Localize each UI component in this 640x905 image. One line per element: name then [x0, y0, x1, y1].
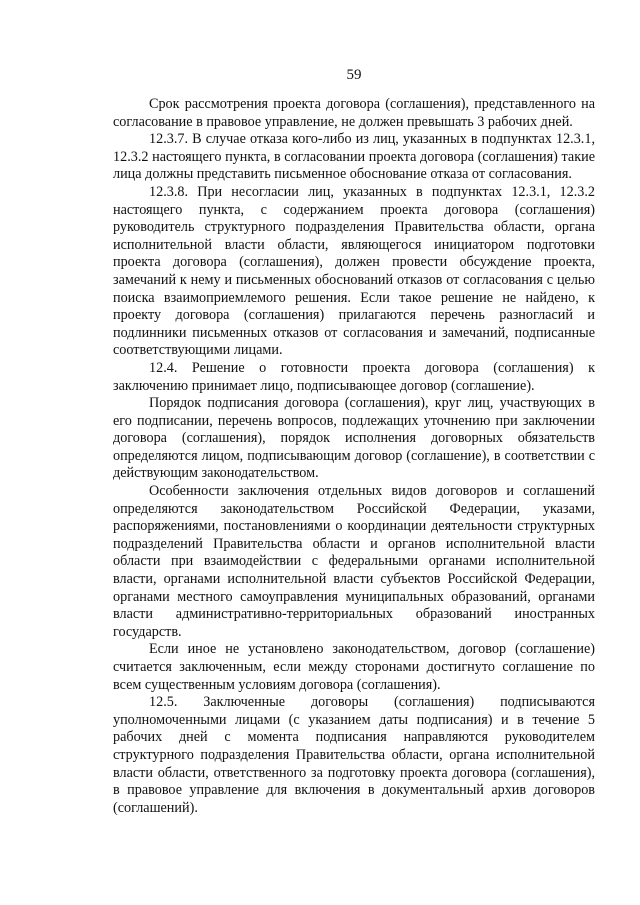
page-number: 59	[346, 67, 362, 83]
paragraph-12-3-8: 12.3.8. При несогласии лиц, указанных в подпунктах 12.3.1, 12.3.2 настоящего пункта, с содержанием проекта договора (соглашения) руководитель структурного подразделения Правительства области, органа исполнительной власти области, являющегося инициатором подготовки проекта договора (соглашения), должен провести обсуждение проекта, замечаний к нему и письменных обоснований отказов от согласования с целью поиска взаимоприемлемого решения. Если такое решение не найдено, к проекту договора (соглашения) прилагаются перечень разногласий и подлинники письменных отказов от согласования и замечаний, подписанные соответствующими лицами.	[113, 183, 595, 359]
paragraph-concluded-condition: Если иное не установлено законодательством, договор (соглашение) считается заключенным, если между сторонами достигнуто соглашение по всем существенным условиям договора (соглашения).	[113, 641, 595, 693]
document-body	[113, 96, 595, 817]
paragraph-12-5: 12.5. Заключенные договоры (соглашения) подписываются уполномоченными лицами (с указанием даты подписания) и в течение 5 рабочих дней с момента подписания направляются руководителем структурного подразделения Правительства области, органа исполнительной власти области, ответственного за подготовку проекта договора (соглашения), в правовое управление для включения в документальный архив договоров (соглашений).	[113, 694, 595, 816]
paragraph-signing-procedure: Порядок подписания договора (соглашения), круг лиц, участвующих в его подписании, перечень вопросов, подлежащих уточнению при заключении договора (соглашения), порядок исполнения договорных обязательств определяются лицом, подписывающим договор (соглашение), в соответствии с действующим законодательством.	[113, 395, 595, 482]
paragraph-12-3-7: 12.3.7. В случае отказа кого-либо из лиц, указанных в подпунктах 12.3.1, 12.3.2 настоящего пункта, в согласовании проекта договора (соглашения) такие лица должны представить письменное обоснование отказа от согласования.	[113, 131, 595, 183]
paragraph-review-period: Срок рассмотрения проекта договора (соглашения), представленного на согласование в правовое управление, не должен превышать 3 рабочих дней.	[113, 96, 595, 130]
paragraph-12-4: 12.4. Решение о готовности проекта договора (соглашения) к заключению принимает лицо, подписывающее договор (соглашение).	[113, 359, 595, 394]
paragraph-special-features: Особенности заключения отдельных видов договоров и соглашений определяются законодательством Российской Федерации, указами, распоряжениями, постановлениями о координации деятельности структурных подразделений Правительства области и органов исполнительной власти области при взаимодействии с федеральными органами исполнительной власти, органами исполнительной власти субъектов Российской Федерации, органами местного самоуправления муниципальных образований, органами власти административно-территориальных образований иностранных государств.	[113, 483, 595, 640]
